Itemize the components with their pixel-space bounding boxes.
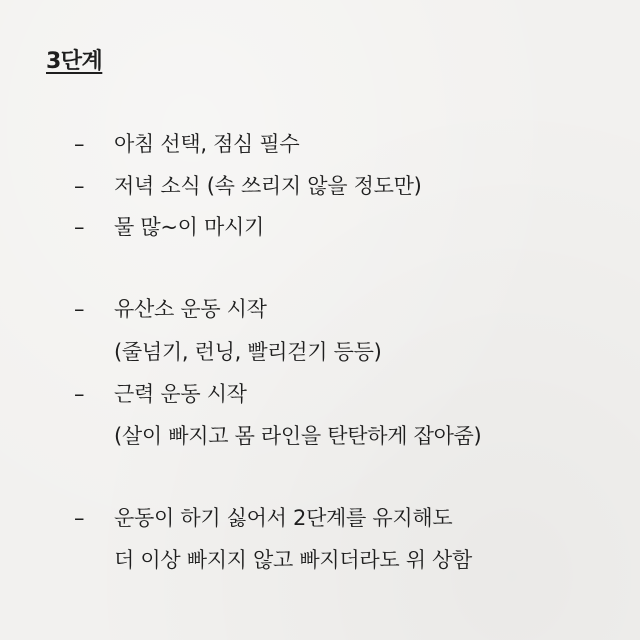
- bullet-dash: –: [74, 382, 85, 406]
- bullet-dash: –: [74, 506, 85, 530]
- bullet-dash: –: [74, 132, 85, 156]
- list-item-text: 물 많~이 마시기: [114, 215, 264, 239]
- bullet-dash: –: [74, 174, 85, 198]
- list-item-text: (살이 빠지고 몸 라인을 탄탄하게 잡아줌): [114, 424, 482, 448]
- list-item-text: 저녁 소식 (속 쓰리지 않을 정도만): [114, 174, 422, 198]
- list-item-text: 운동이 하기 싫어서 2단계를 유지해도: [114, 506, 453, 530]
- list-item-text: 근력 운동 시작: [114, 382, 247, 406]
- list-item-text: 더 이상 빠지지 않고 빠지더라도 위 상함: [114, 548, 473, 572]
- list-item-text: 유산소 운동 시작: [114, 297, 267, 321]
- list-item-text: (줄넘기, 런닝, 빨리걷기 등등): [114, 340, 382, 364]
- bullet-dash: –: [74, 297, 85, 321]
- section-title: 3단계: [46, 49, 103, 74]
- bullet-dash: –: [74, 215, 85, 239]
- list-item-text: 아침 선택, 점심 필수: [114, 132, 300, 156]
